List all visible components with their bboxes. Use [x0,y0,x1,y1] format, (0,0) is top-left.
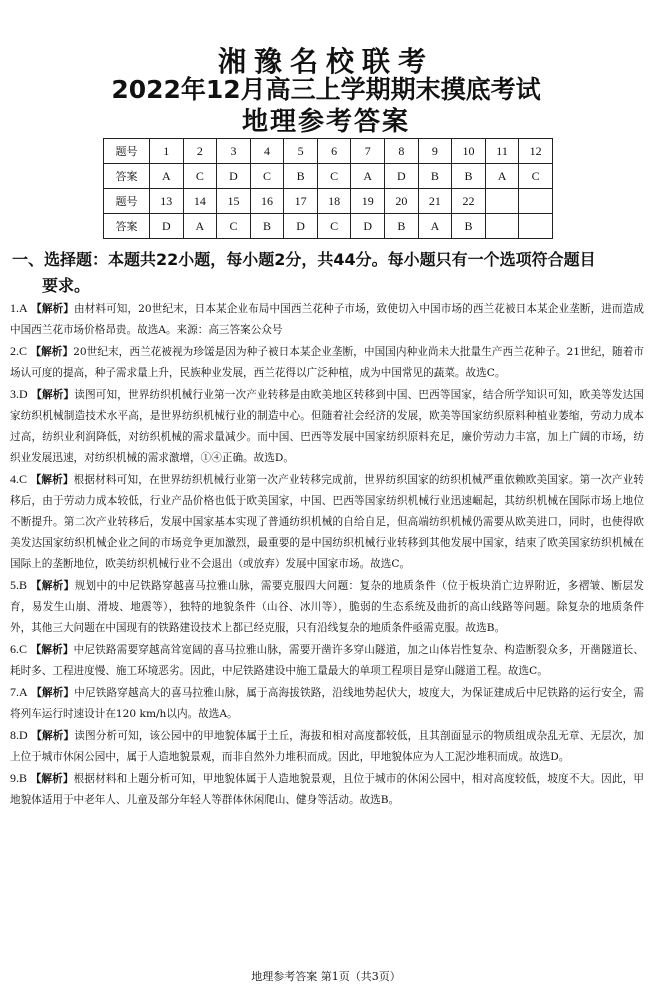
answer-table-cell: C [250,164,284,189]
answer-table-cell: 21 [418,189,452,214]
answer-table-cell: 15 [217,189,251,214]
answer-table-cell: B [250,214,284,239]
answer-table-cell: 20 [385,189,419,214]
answer-table-row-label: 答案 [104,214,150,239]
answer-table-cell: 19 [351,189,385,214]
answer-table-cell: B [385,214,419,239]
explanation-item [10,725,644,768]
explanation-item [10,384,644,469]
item-number-answer: 1.A [10,301,28,315]
explanation-item [10,639,644,682]
answer-table-cell: C [317,214,351,239]
item-explanation-text: 读图可知，世界纺织机械行业第一次产业转移是由欧美地区转移到中国、巴西等国家，结合所学知识可知，欧美等发达国家纺织机械制造技术水平高，是世界纺织机械行业的制造中心。但随着社会经济的发展，欧美等国家纺织原料种植业萎缩，劳动力成本过高，纺织业利润降低，对纺织机械的需求量减少。而中国、巴西等发展中国家纺织原料充足，廉价劳动力丰富，加上广阔的市场，纺织业发展迅速，对纺织机械的需求激增，①④正确。故选D。 [10,389,644,464]
answer-table-cell: C [317,164,351,189]
item-analysis-tag: 【解析】 [30,644,74,656]
explanation-list [10,298,644,811]
item-analysis-tag: 【解析】 [31,730,75,742]
answer-table-cell: D [385,164,419,189]
section-heading-line2: 要求。 [42,276,91,295]
item-explanation-text: 中尼铁路需要穿越高耸宽阔的喜马拉雅山脉，需要开凿许多穿山隧道，加之山体岩性复杂、构造断裂众多，开凿隧道长、耗时多、工程进度慢、施工环境恶劣。因此，中尼铁路建设中施工量最大的单项工程项目是穿山隧道工程。故选C。 [10,644,644,677]
page-footer: 地理参考答案 第1页（共3页） [251,970,401,983]
answer-table-cell: 16 [250,189,284,214]
answer-table-cell: 4 [250,139,284,164]
item-analysis-tag: 【解析】 [31,389,75,401]
item-number-answer: 9.B [10,771,28,785]
answer-table-cell: A [485,164,519,189]
section-heading-line1: 一、选择题：本题共22小题，每小题2分，共44分。每小题只有一个选项符合题目 [12,250,596,269]
answer-table-cell: D [217,164,251,189]
item-explanation-text: 规划中的中尼铁路穿越喜马拉雅山脉，需要克服四大问题：复杂的地质条件（位于板块消亡边界附近，多褶皱、断层发育，易发生山崩、滑坡、地震等），独特的地貌条件（山谷、冰川等），脆弱的生态系统及曲折的高山线路等问题。除复杂的地质条件外，其他三大问题在中国现有的铁路建设技术上都已经克服，只有沿线复杂的地质条件亟需克服。故选B。 [10,580,645,634]
explanation-item [10,341,644,384]
school-union-title: 湘豫名校联考 [217,45,434,78]
answer-table-cell: B [284,164,318,189]
item-explanation-text: 根据材料和上题分析可知，甲地貌体属于人造地貌景观，且位于城市的休闲公园中，相对高度较低，坡度不大。因此，甲地貌体适用于中老年人、儿童及部分年轻人等群体休闲爬山、健身等活动。故选B。 [10,773,644,806]
answer-table-cell: 22 [452,189,486,214]
answer-table-row-label: 题号 [104,189,150,214]
answer-table-row-label: 题号 [104,139,150,164]
item-analysis-tag: 【解析】 [30,580,75,592]
answer-table-cell [519,214,553,239]
explanation-item [10,575,644,639]
answer-table-cell: 3 [217,139,251,164]
answer-table-cell: C [519,164,553,189]
answer-table-cell: A [150,164,184,189]
answer-table-row [104,189,553,214]
item-explanation-text: 中尼铁路穿越高大的喜马拉雅山脉，属于高海拔铁路，沿线地势起伏大，坡度大，为保证建成后中尼铁路的运行安全，需将列车运行时速设计在120 km/h以内。故选A。 [10,687,644,720]
answer-key-title: 地理参考答案 [241,107,410,137]
answer-table-cell: 17 [284,189,318,214]
answer-table-cell: D [351,214,385,239]
answer-table-cell [485,189,519,214]
answer-table-cell: 7 [351,139,385,164]
answer-table-row [104,214,553,239]
item-explanation-text: 读图分析可知，该公园中的甲地貌体属于土丘，海拔和相对高度都较低，且其剖面显示的物质组成杂乱无章、无层次，加上位于城市休闲公园中，属于人造地貌景观，而非自然外力堆积而成。因此，甲地貌体应为人工泥沙堆积而成。故选D。 [10,730,644,763]
answer-table-cell: 9 [418,139,452,164]
answer-table-row [104,139,553,164]
item-analysis-tag: 【解析】 [31,687,75,699]
item-number-answer: 7.A [10,685,28,699]
answer-table-cell [519,189,553,214]
answer-table-cell: 13 [150,189,184,214]
answer-table-row [104,164,553,189]
answer-table-cell: B [418,164,452,189]
answer-table-cell: 14 [183,189,217,214]
explanation-item [10,469,644,575]
answer-table-cell: A [418,214,452,239]
answer-table-row-label: 答案 [104,164,150,189]
item-number-answer: 5.B [10,578,28,592]
explanation-item [10,298,644,341]
item-explanation-text: 20世纪末，西兰花被视为珍馐是因为种子被日本某企业垄断，中国国内种业尚未大批量生产西兰花种子。21世纪，随着市场认可度的提高，种子需求量上升，民族种业发展，西兰花得以广泛种植，成为中国常见的蔬菜。故选C。 [10,346,644,379]
item-number-answer: 8.D [10,728,28,742]
answer-table-cell: 18 [317,189,351,214]
answer-table-cell: 11 [485,139,519,164]
explanation-item [10,768,644,811]
item-explanation-text: 由材料可知，20世纪末，日本某企业布局中国西兰花种子市场，致使切入中国市场的西兰花被日本某企业垄断，进而造成中国西兰花市场价格昂贵。故选A。来源：高三答案公众号 [10,303,644,336]
answer-table-cell: B [452,214,486,239]
item-explanation-text: 根据材料可知，在世界纺织机械行业第一次产业转移完成前，世界纺织国家的纺织机械严重依赖欧美国家。第一次产业转移后，由于劳动力成本较低，行业产品价格也低于欧美国家，中国、巴西等国家纺织机械行业迅速崛起，其纺织机械在国际市场上地位不断提升。第二次产业转移后，发展中国家基本实现了普通纺织机械的自给自足，但高端纺织机械仍需要从欧美进口，同时，也使得欧美发达国家纺织机械企业之间的市场竞争更加激烈，最重要的是中国纺织机械行业转移到其他发展中国家，结束了欧美国家纺织机械在国际上的垄断地位，欧美纺织机械行业不会退出（或放弃）发展中国家市场。故选C。 [10,474,644,570]
answer-table-cell: D [150,214,184,239]
answer-table-cell: A [351,164,385,189]
item-analysis-tag: 【解析】 [31,303,74,315]
item-analysis-tag: 【解析】 [30,346,74,358]
answer-table-cell: 10 [452,139,486,164]
answer-table-cell: 8 [385,139,419,164]
item-number-answer: 2.C [10,344,28,358]
answer-table-cell: B [452,164,486,189]
answer-table-cell: A [183,214,217,239]
exam-title: 2022年12月高三上学期期末摸底考试 [111,75,541,104]
item-number-answer: 4.C [10,472,28,486]
item-analysis-tag: 【解析】 [30,773,74,785]
answer-table-cell: C [183,164,217,189]
answer-table-cell: 2 [183,139,217,164]
answer-table-cell [485,214,519,239]
item-analysis-tag: 【解析】 [30,474,74,486]
answer-table-cell: 5 [284,139,318,164]
explanation-item [10,682,644,725]
section-heading [12,247,644,299]
answer-table-cell: C [217,214,251,239]
item-number-answer: 6.C [10,642,28,656]
answer-table-cell: 12 [519,139,553,164]
answer-table [103,138,553,239]
answer-table-cell: D [284,214,318,239]
answer-table-cell: 1 [150,139,184,164]
item-number-answer: 3.D [10,387,28,401]
answer-table-cell: 6 [317,139,351,164]
